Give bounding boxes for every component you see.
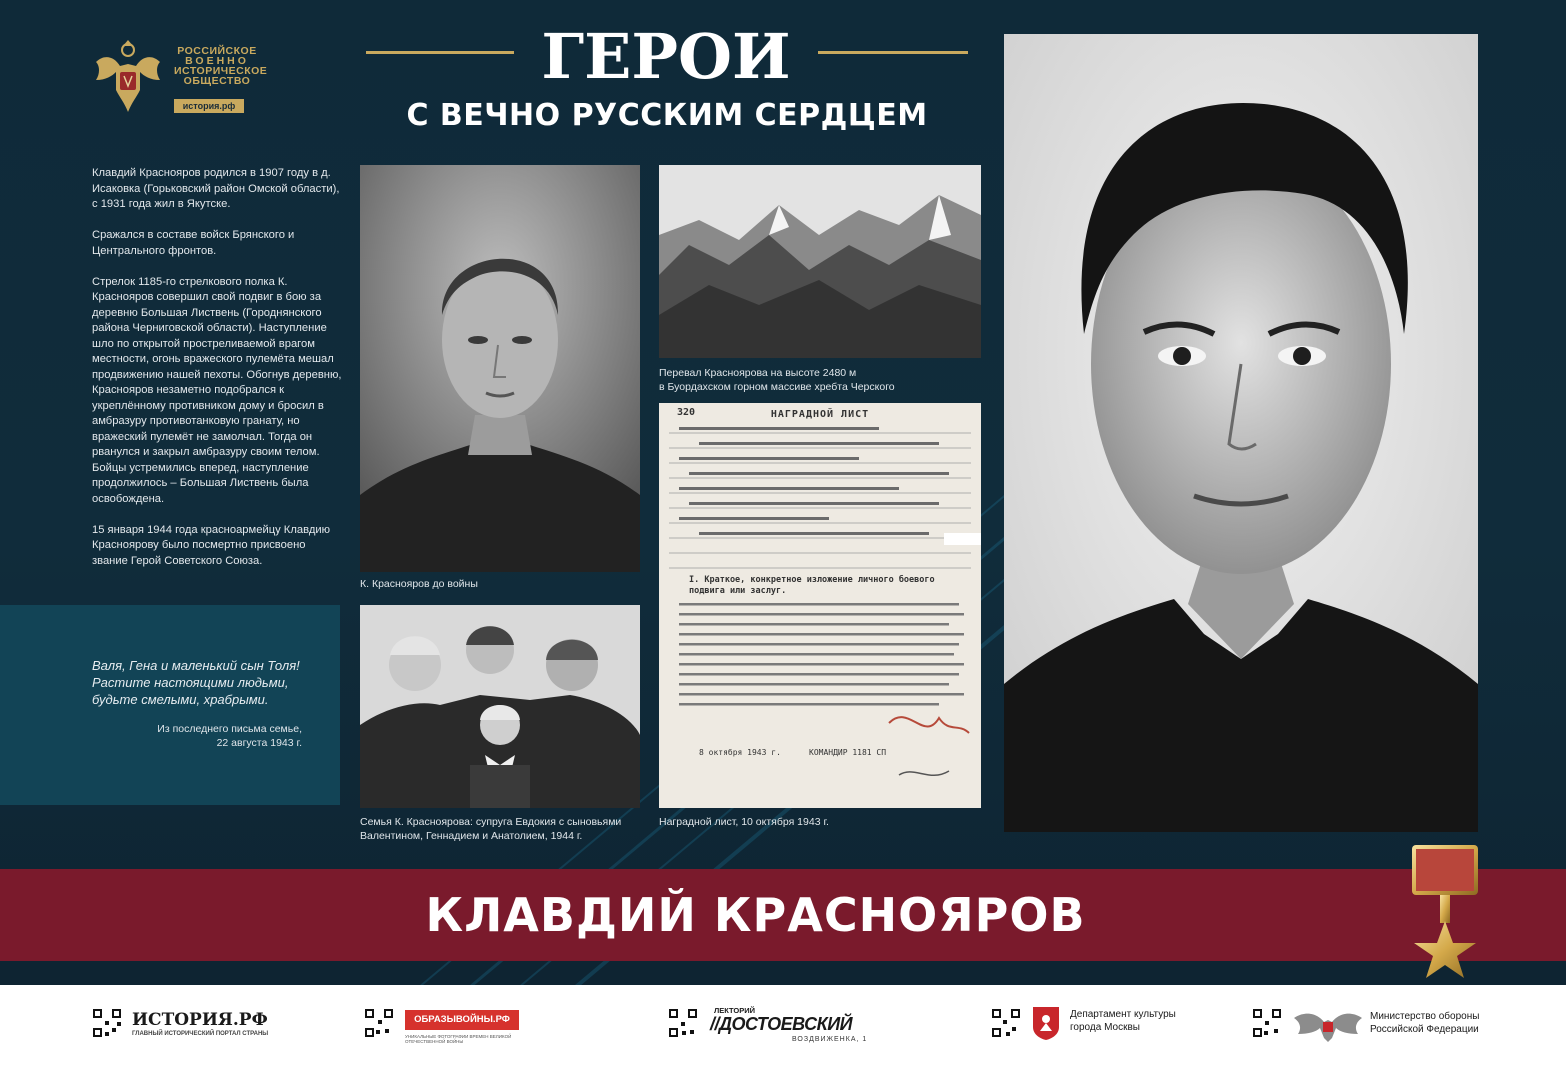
family-photo: [360, 605, 640, 808]
portrait-image: [360, 165, 640, 572]
obrazy-voyny-logo: ОБРАЗЫВОЙНЫ.РФ: [405, 1010, 519, 1030]
moscow-line: города Москвы: [1070, 1022, 1140, 1033]
award-number: 320: [677, 407, 696, 418]
hero-name: КЛАВДИЙ КРАСНОЯРОВ: [425, 888, 1086, 942]
poster-title: ГЕРОИ: [541, 20, 791, 93]
caption-line: Семья К. Красноярова: супруга Евдокия с сыновьями: [360, 816, 622, 828]
quote-line: Валя, Гена и маленький сын Толя!: [92, 658, 300, 673]
bio-paragraph: Стрелок 1185-го стрелкового полка К. Краснояров совершил свой подвиг в бою за деревню Большая Листвень (Городнянского района Черниговской области). Наступление шло по открытой простреливаемой врагом местности, огонь вражеского пулемёта мешал продвижению нашей пехоты. Обогнув деревню, Краснояров незаметно подобрался к укреплённому противником дому и бросил в амбразуру противотанковую гранату, но вражеский пулемёт не замолчал. Тогда он рванулся и закрыл амбразуру своим телом. Бойцы устремились вперед, наступление продолжилось – Большая Листвень была освобождена.: [92, 275, 342, 505]
poster-subtitle: С ВЕЧНО РУССКИМ СЕРДЦЕМ: [406, 98, 928, 133]
bio-paragraph: Клавдий Краснояров родился в 1907 году в д. Исаковка (Горьковский район Омской области), с 1931 года жил в Якутске.: [92, 167, 340, 210]
lektoriy-address: ВОЗДВИЖЕНКА, 1: [792, 1036, 868, 1043]
header-rule-right: [818, 51, 968, 54]
gold-star-medal-icon: [1410, 843, 1480, 985]
mountain-caption: [659, 366, 981, 394]
biography-text: [92, 166, 342, 585]
qr-code-icon: [92, 1008, 122, 1038]
qr-code-icon: [1252, 1008, 1282, 1038]
logo-line: ВОЕННО: [185, 55, 249, 67]
caption-line: Перевал Красноярова на высоте 2480 м: [659, 367, 857, 379]
logo-site-badge: история.рф: [174, 99, 244, 113]
logo-line: РОССИЙСКОЕ: [177, 45, 257, 57]
quote-source: [92, 722, 302, 750]
logo-line: ИСТОРИЧЕСКОЕ: [174, 65, 268, 77]
rvio-logo: [90, 36, 268, 116]
qr-code-icon: [364, 1008, 394, 1038]
header-rule-left: [366, 51, 514, 54]
istoriya-tagline: ГЛАВНЫЙ ИСТОРИЧЕСКИЙ ПОРТАЛ СТРАНЫ: [132, 1031, 269, 1037]
mountain-pass-photo: [659, 165, 981, 358]
quote-source-line: 22 августа 1943 г.: [216, 737, 302, 749]
moscow-line: Департамент культуры: [1070, 1009, 1176, 1020]
obrazy-tagline: УНИКАЛЬНЫЕ ФОТОГРАФИИ ВРЕМЕН ВЕЛИКОЙ ОТЕЧЕСТВЕННОЙ ВОЙНЫ: [405, 1034, 512, 1044]
name-banner: [0, 869, 1566, 961]
quote-line: будьте смелыми, храбрыми.: [92, 692, 269, 707]
caption-line: в Буордахском горном массиве хребта Черского: [659, 381, 895, 393]
award-sheet-document: [659, 403, 981, 808]
quote-source-line: Из последнего письма семье,: [157, 723, 302, 735]
letter-quote: [92, 657, 312, 708]
logo-line: ОБЩЕСТВО: [183, 75, 251, 87]
award-section-heading: I. Краткое, конкретное изложение личного боевого подвига или заслуг.: [689, 575, 935, 596]
double-headed-eagle-icon: [90, 36, 166, 116]
istoriya-logo-text: ИСТОРИЯ.РФ: [132, 1010, 268, 1030]
dostoevsky-logo-text: //ДОСТОЕВСКИЙ: [710, 1014, 853, 1034]
defense-ministry-text: [1370, 1010, 1479, 1036]
logo-text: [174, 45, 268, 87]
family-image: [360, 605, 640, 808]
hero-portrait-photo: [1004, 34, 1478, 832]
family-caption: [360, 815, 650, 843]
qr-code-icon: [668, 1008, 698, 1038]
mountain-image: [659, 165, 981, 358]
mod-line: Министерство обороны: [1370, 1011, 1480, 1022]
quote-line: Растите настоящими людьми,: [92, 675, 289, 690]
award-title: НАГРАДНОЙ ЛИСТ: [770, 409, 870, 420]
award-caption: Наградной лист, 10 октября 1943 г.: [659, 816, 829, 828]
bio-paragraph: Сражался в составе войск Брянского и Центрального фронтов.: [92, 229, 295, 257]
moscow-culture-dept-text: [1070, 1008, 1176, 1034]
caption-line: Валентином, Геннадием и Анатолием, 1944 г.: [360, 830, 583, 842]
qr-code-icon: [991, 1008, 1021, 1038]
bio-paragraph: 15 января 1944 года красноармейцу Клавдию Красноярову было посмертно присвоено звание Герой Советского Союза.: [92, 523, 331, 567]
defense-ministry-emblem-icon: [1292, 1004, 1364, 1044]
award-date: 8 октября 1943 г.: [699, 748, 781, 757]
mod-line: Российской Федерации: [1370, 1024, 1479, 1035]
lektoriy-label: ЛЕКТОРИЙ: [714, 1006, 756, 1015]
hero-portrait-image: [1004, 34, 1478, 832]
portrait-caption: К. Краснояров до войны: [360, 578, 478, 590]
prewar-portrait-photo: [360, 165, 640, 572]
moscow-coat-of-arms-icon: [1031, 1005, 1061, 1041]
award-commander: КОМАНДИР 1181 СП: [809, 748, 887, 757]
